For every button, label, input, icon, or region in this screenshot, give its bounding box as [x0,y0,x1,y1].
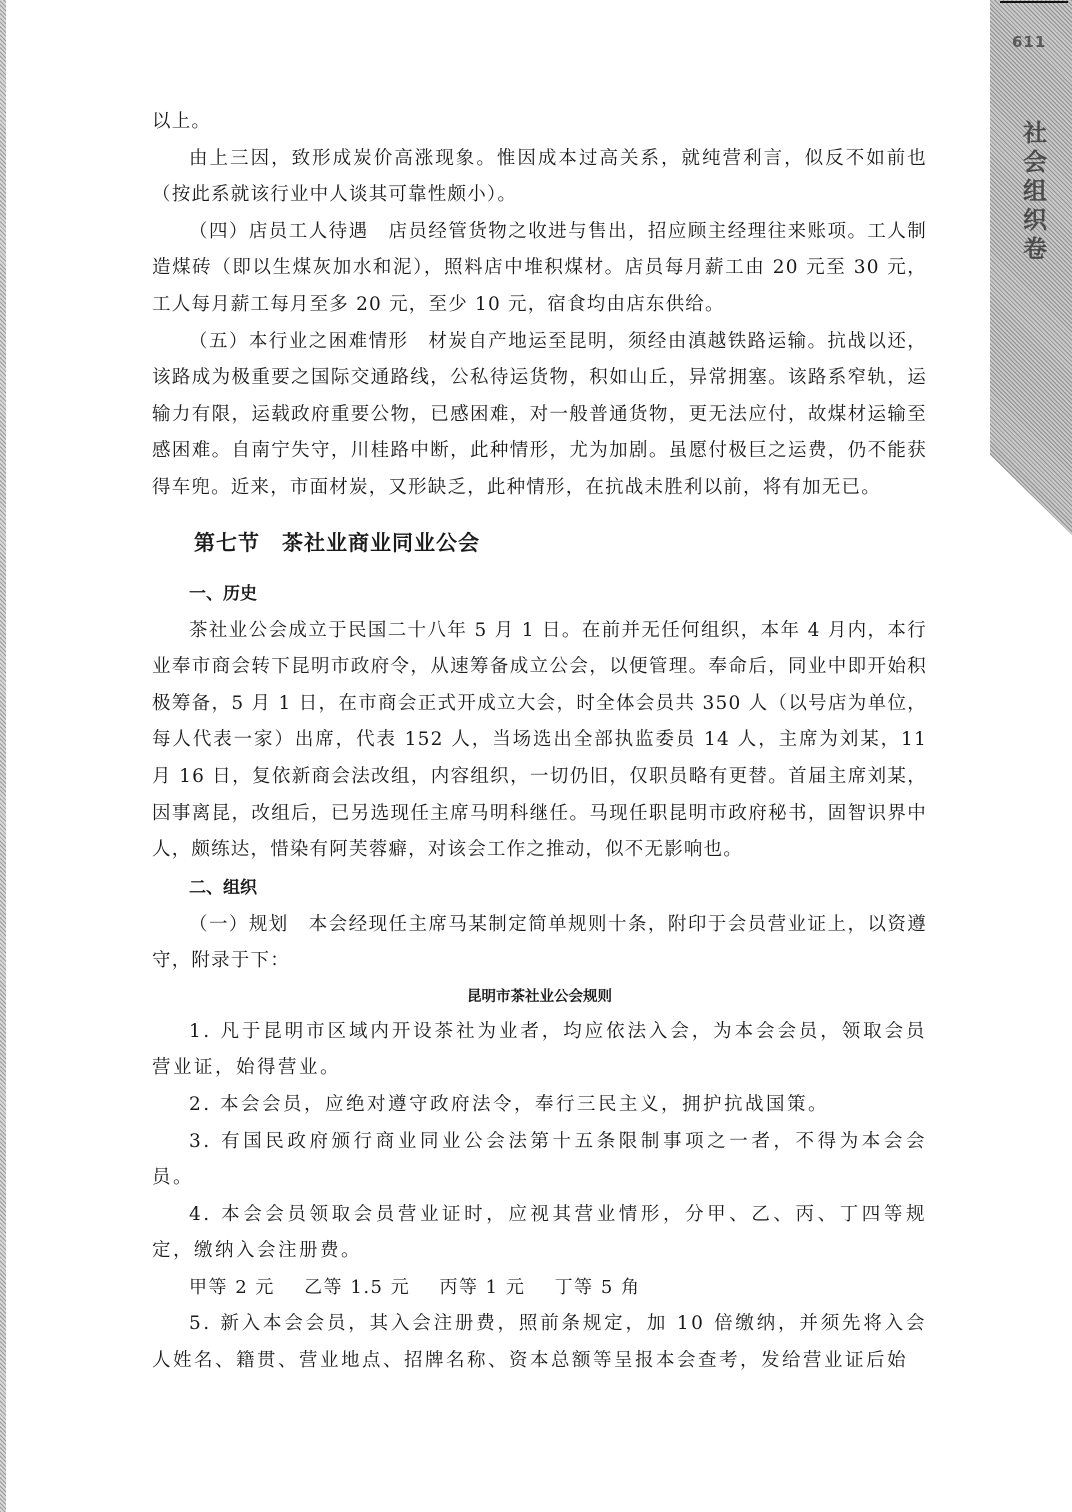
rules-list [152,1014,927,1270]
paragraph: 由上三因，致形成炭价高涨现象。惟因成本过高关系，就纯营利言，似反不如前也（按此系就该行业中人谈其可靠性颇小）。 [152,147,927,206]
fee-grade-b: 乙等 1.5 元 [304,1277,411,1299]
organization-heading: 二、组织 [189,877,257,898]
rule-item: 2. 本会会员，应绝对遵守政府法令，奉行三民主义，拥护抗战国策。 [189,1094,830,1116]
history-paragraph: 茶社业公会成立于民国二十八年 5 月 1 日。在前并无任何组织，本年 4 月内，本行业奉市商会转下昆明市政府令，从速筹备成立公会，以便管理。奉命后，同业中即开始积极筹备，5 月 1 日，在市商会正式开成立大会，时全体会员共 350 人（以号店为单位，每人代表一家）出席，代表 152 人，当场选出全部执监委员 14 人，主席为刘某，11 月 16 日，复依新商会法改组，内容组织，一切仍旧，仅职员略有更替。首届主席刘某，因事离昆，改组后，已另选现任主席马明科继任。马现任职昆明市政府秘书，固智识界中人，颇练达，惜染有阿芙蓉癖，对该会工作之推动，似不无影响也。 [152,619,927,861]
rules-list-continued [152,1306,927,1379]
paragraph: （五）本行业之困难情形 材炭自产地运至昆明，须经由滇越铁路运输。抗战以还，该路成为极重要之国际交通路线，公私待运货物，积如山丘，异常拥塞。该路系窄轨，运输力有限，运载政府重要公物，已感困难，对一般普通货物，更无法应付，故煤材运输至感困难。自南宁失守，川桂路中断，此种情形，尤为加剧。虽愿付极巨之运费，仍不能获得车兜。近来，市面材炭，又形缺乏，此种情形，在抗战未胜利以前，将有加无已。 [152,330,927,498]
fee-schedule [152,1270,927,1306]
page-body [152,104,927,1379]
fee-grade-d: 丁等 5 角 [554,1277,641,1299]
organization-intro: （一）规划 本会经现任主席马某制定简单规则十条，附印于会员营业证上，以资遵守，附录于下： [152,913,927,972]
rule-item: 4. 本会会员领取会员营业证时，应视其营业情形，分甲、乙、丙、丁四等规定，缴纳入会注册费。 [152,1203,927,1262]
paragraph: 以上。 [152,111,212,132]
rules-title: 昆明市茶社业公会规则 [467,988,612,1005]
chapter-thumb-tab [990,0,1072,535]
history-heading: 一、历史 [189,583,257,604]
rule-item: 1. 凡于昆明市区域内开设茶社为业者，均应依法入会，为本会会员，领取会员营业证，始得营业。 [152,1020,927,1079]
volume-title: 社会组织卷 [1023,118,1047,263]
fee-grade-c: 丙等 1 元 [439,1277,526,1299]
page-number: 611 [1012,33,1047,51]
page-scan-edge [0,0,6,1512]
paragraph: （四）店员工人待遇 店员经管货物之收进与售出，招应顾主经理往来账项。工人制造煤砖（即以生煤灰加水和泥），照料店中堆积煤材。店员每月薪工由 20 元至 30 元，工人每月薪工每月至多 20 元，至少 10 元，宿食均由店东供给。 [152,220,927,315]
fee-grade-a: 甲等 2 元 [189,1277,275,1299]
rule-item: 3. 有国民政府颁行商业同业公会法第十五条限制事项之一者，不得为本会会员。 [152,1130,927,1189]
section-title: 第七节 茶社业商业同业公会 [194,530,480,555]
rule-item: 5. 新入本会会员，其入会注册费，照前条规定，加 10 倍缴纳，并须先将入会人姓名、籍贯、营业地点、招牌名称、资本总额等呈报本会查考，发给营业证后始 [152,1313,927,1371]
tab-top-rule [1000,1,1068,3]
